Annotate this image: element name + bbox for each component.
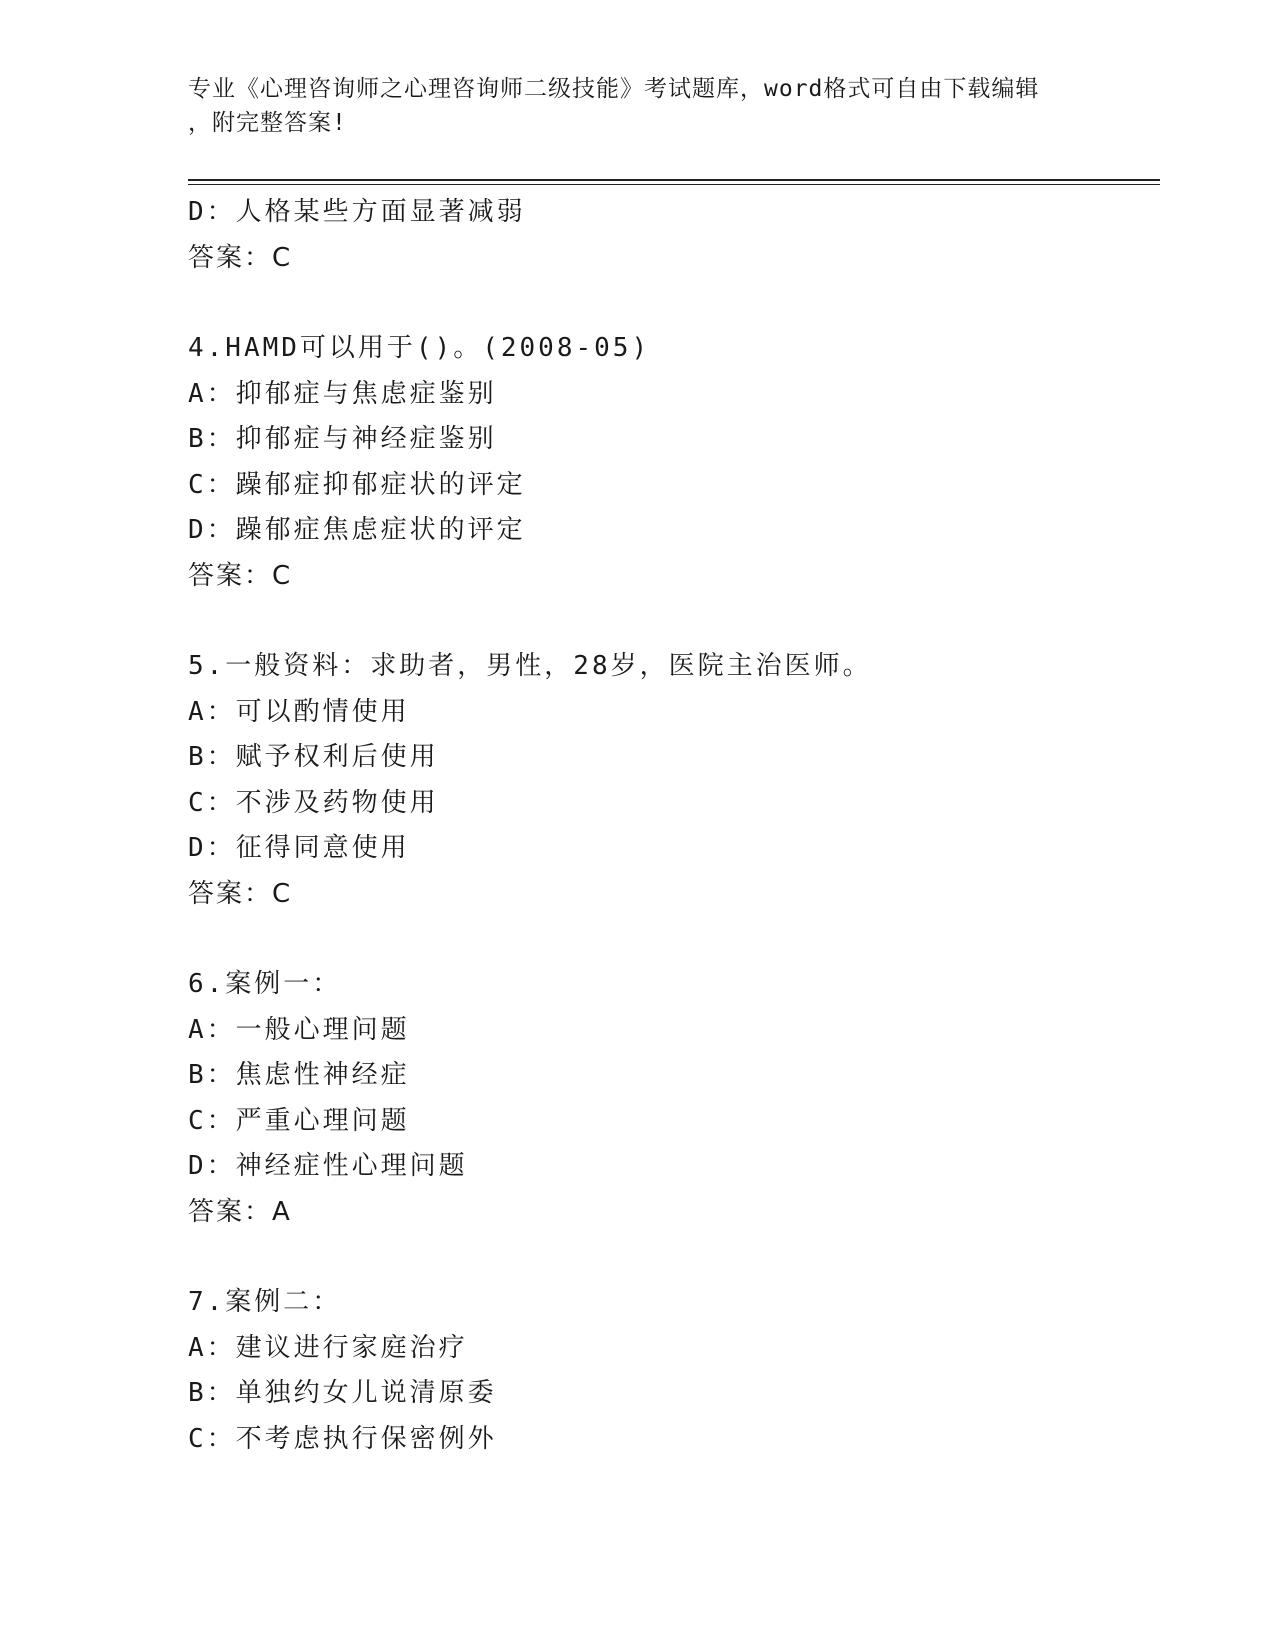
header-line-2: ，附完整答案! — [188, 110, 347, 136]
option-a: A：建议进行家庭治疗 — [188, 1332, 468, 1363]
answer-line: 答案：C — [188, 560, 293, 591]
question-stem: 4.HAMD可以用于()。(2008-05) — [188, 333, 651, 363]
header-divider-thick — [188, 179, 1160, 181]
question-6 — [188, 962, 1148, 1235]
option-d: D：征得同意使用 — [188, 833, 410, 863]
spacer — [188, 281, 1148, 326]
carryover-question — [188, 190, 1148, 281]
option-b: B：单独约女儿说清原委 — [188, 1378, 497, 1408]
option-b: B：赋予权利后使用 — [188, 742, 439, 772]
header-line-1: 专业《心理咨询师之心理咨询师二级技能》考试题库，word格式可自由下载编辑 — [188, 76, 1040, 102]
question-5 — [188, 644, 1148, 917]
option-c: C：不涉及药物使用 — [188, 787, 439, 818]
document-header — [188, 72, 1088, 140]
spacer — [188, 917, 1148, 962]
option-a: A：一般心理问题 — [188, 1014, 410, 1045]
option-b: B：抑郁症与神经症鉴别 — [188, 424, 497, 454]
option-a: A：可以酌情使用 — [188, 696, 410, 727]
question-stem: 6.案例一： — [188, 969, 342, 999]
option-c: C：严重心理问题 — [188, 1105, 410, 1136]
question-stem: 7.案例二： — [188, 1287, 342, 1317]
option-a: A：抑郁症与焦虑症鉴别 — [188, 378, 497, 409]
option-c: C：躁郁症抑郁症状的评定 — [188, 469, 526, 500]
answer-line: 答案：C — [188, 878, 293, 909]
question-7 — [188, 1280, 1148, 1462]
option-c: C：不考虑执行保密例外 — [188, 1423, 497, 1454]
answer-line: 答案：C — [188, 242, 293, 273]
spacer — [188, 599, 1148, 644]
option-d: D：躁郁症焦虑症状的评定 — [188, 515, 526, 545]
header-divider-thin — [188, 184, 1160, 185]
option-d: D：神经症性心理问题 — [188, 1151, 468, 1181]
option-b: B：焦虑性神经症 — [188, 1060, 410, 1090]
option-d: D：人格某些方面显著减弱 — [188, 197, 526, 227]
spacer — [188, 1235, 1148, 1280]
question-list — [188, 190, 1148, 1462]
question-stem: 5.一般资料：求助者，男性，28岁，医院主治医师。 — [188, 651, 872, 681]
answer-line: 答案：A — [188, 1196, 292, 1227]
question-4 — [188, 326, 1148, 599]
